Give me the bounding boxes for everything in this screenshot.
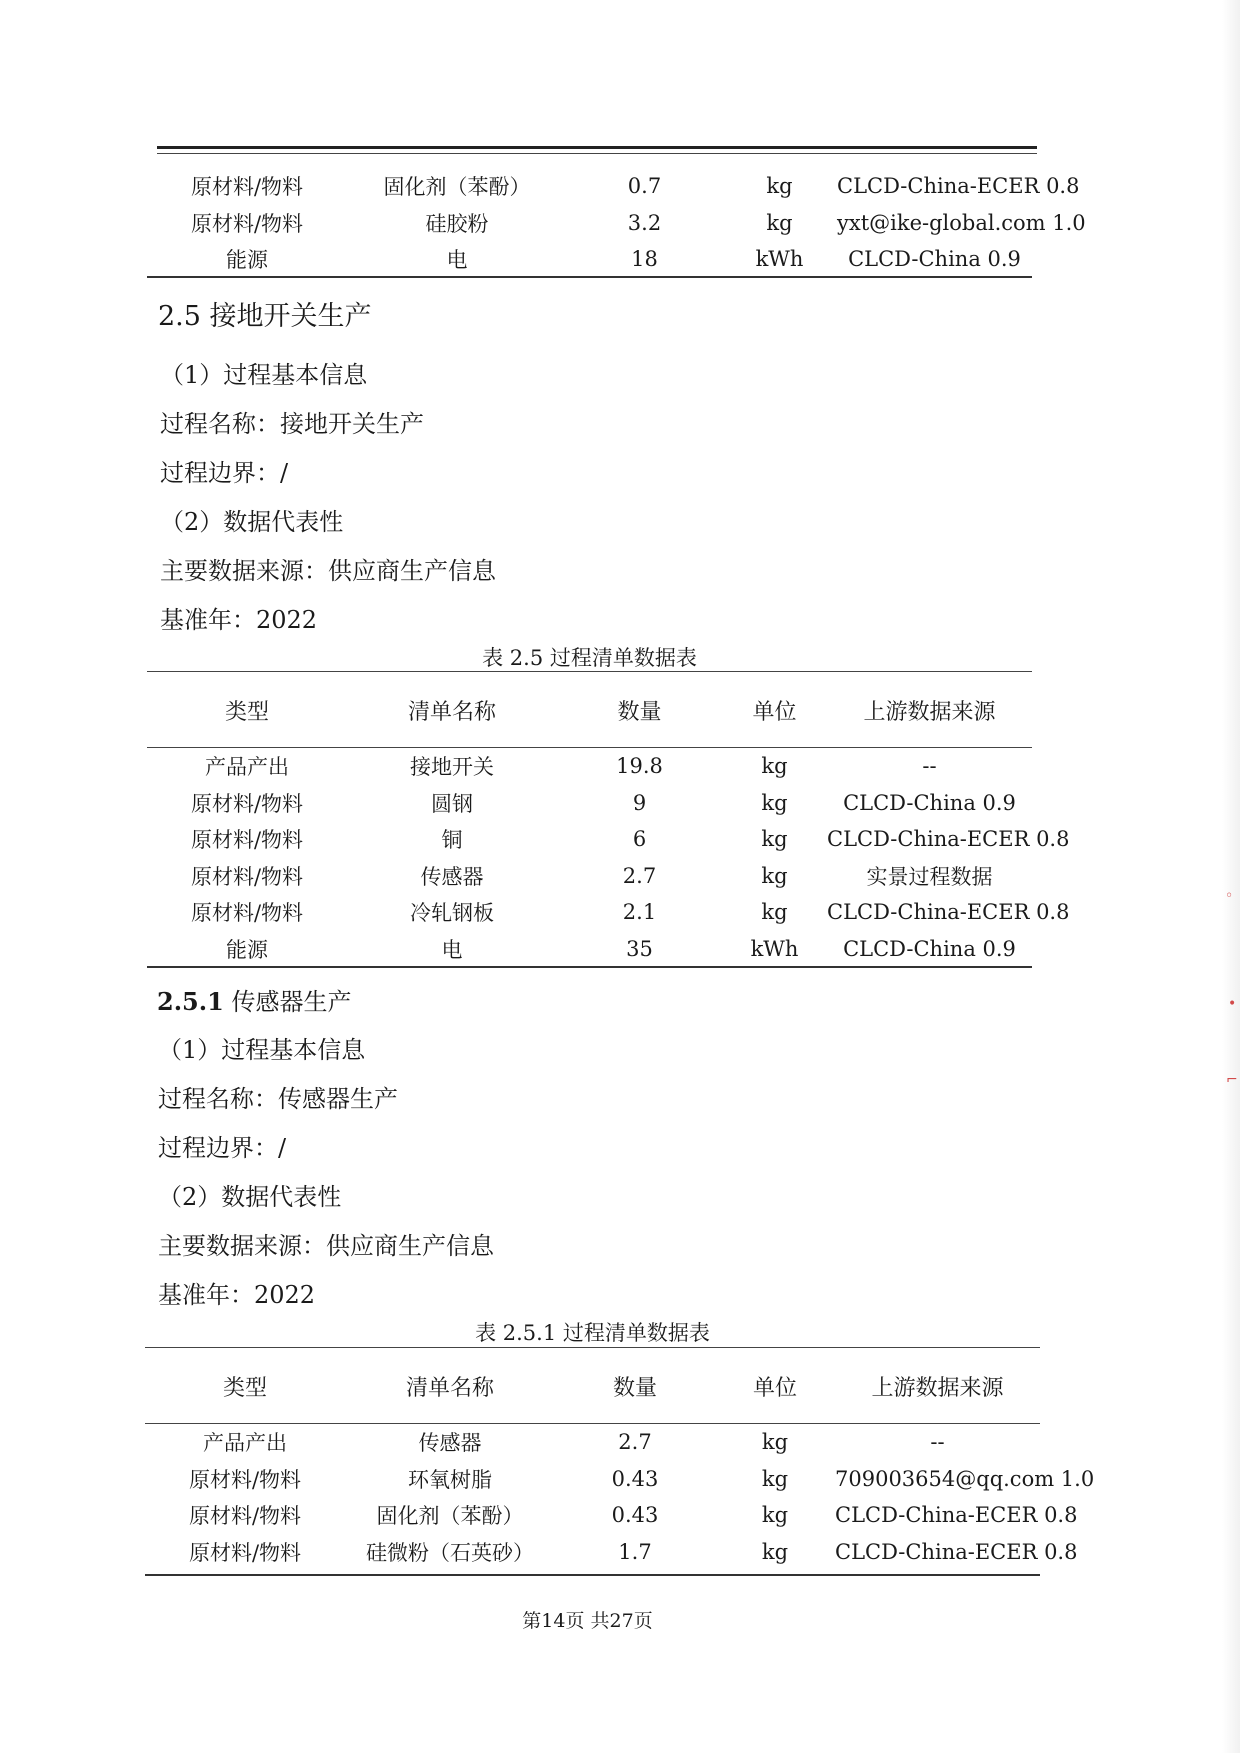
table-top-cell: 能源 [226,248,268,273]
table-2-5-1-cell: -- [930,1430,945,1455]
table-row [147,168,1032,205]
table-header-cell: 清单名称 [405,1375,494,1401]
table-2-5-cell: 实景过程数据 [866,864,993,889]
table-2-5-cell: 铜 [441,828,463,853]
table-2-5-cell: 2.1 [622,900,657,925]
table-2-5-cell: kWh [750,936,799,961]
section-title: 传感器生产 [223,988,352,1016]
page-footer: 第14页 共27页 [522,1610,653,1632]
basic-info-label: （1）过程基本信息 [160,361,368,389]
table-top-cell: kg [766,210,793,235]
table-row [145,1497,1040,1534]
table-2-5-1-caption: 表 2.5.1 过程清单数据表 [475,1321,710,1345]
table-2-5-1-header-rule [145,1423,1040,1424]
table-2-5-1-cell: 产品产出 [203,1431,287,1456]
table-2-5-cell: 原材料/物料 [190,828,304,853]
table-2-5-cell: kg [761,754,788,779]
table-row [147,205,1032,242]
table-2-5-1-cell: 原材料/物料 [188,1540,302,1565]
table-2-5-bottom-rule [147,966,1032,968]
table-top-cell: 0.7 [627,174,662,199]
process-name: 过程名称：接地开关生产 [160,410,424,438]
page-edge-shadow [1222,0,1240,1753]
table-2-5-cell: kg [761,790,788,815]
table-2-5-cell: 接地开关 [410,755,494,780]
table-2-5-cell: 2.7 [622,863,657,888]
table-2-5-1-cell: 0.43 [611,1466,659,1491]
table-row [145,1461,1040,1498]
table-top-continuation [147,168,1086,278]
table-2-5-cell: 圆钢 [431,791,473,816]
base-year: 基准年：2022 [158,1281,316,1309]
table-header-row [145,1348,1040,1424]
table-2-5-cell: kg [761,863,788,888]
table-row [147,748,1032,785]
section-number: 2.5.1 [157,987,224,1016]
table-header-cell: 上游数据来源 [863,699,996,725]
table-row [147,241,1032,278]
table-header-cell: 数量 [612,1375,657,1401]
table-2-5-cell: 冷轧钢板 [410,901,494,926]
table-row [147,785,1032,822]
table-top-cell: 原材料/物料 [190,211,304,236]
process-boundary: 过程边界：/ [158,1134,287,1162]
table-2-5-caption: 表 2.5 过程清单数据表 [482,646,697,670]
table-2-5-1-cell: CLCD-China-ECER 0.8 [835,1539,1078,1564]
table-2-5-cell: kg [761,900,788,925]
table-header-cell: 类型 [224,699,269,725]
table-2-5-cell: 原材料/物料 [190,791,304,816]
table-header-cell: 单位 [752,699,797,725]
table-top-cell: 原材料/物料 [190,175,304,200]
table-2-5-1-cell: kg [761,1539,789,1564]
table-2-5-1 [145,1348,1095,1570]
table-2-5-1-cell: 环氧树脂 [408,1467,492,1492]
table-header-cell: 单位 [752,1375,797,1401]
table-2-5-cell: 9 [632,790,647,815]
table-2-5-cell: 6 [632,827,647,852]
section-heading-2-5-1 [157,982,351,1017]
table-row [147,931,1032,968]
seal-mark: • [1228,996,1237,1012]
table-header-cell: 类型 [222,1375,267,1401]
table-2-5-cell: CLCD-China 0.9 [843,936,1016,961]
table-row [145,1424,1040,1461]
table-2-5-1-cell: 原材料/物料 [188,1504,302,1529]
table-top-cell: 电 [446,248,468,273]
table-top-cell: yxt@ike-global.com 1.0 [837,210,1086,235]
table-2-5-cell: 传感器 [420,864,484,889]
table-2-5-cell: CLCD-China-ECER 0.8 [827,900,1070,925]
table-2-5-cell: 能源 [226,937,268,962]
process-boundary: 过程边界：/ [160,459,289,487]
table-2-5-1-cell: 传感器 [418,1431,482,1456]
table-header-cell: 数量 [617,699,662,725]
table-2-5-1-cell: kg [761,1503,789,1528]
table-2-5-1-cell: CLCD-China-ECER 0.8 [835,1503,1078,1528]
table-top-cell: CLCD-China 0.9 [848,247,1021,272]
table-2-5-cell: 35 [626,936,653,961]
seal-mark: ◦ [1225,888,1234,904]
table-2-5-cell: 电 [441,937,463,962]
table-top-cell: 18 [631,247,658,272]
table-2-5-cell: CLCD-China 0.9 [843,790,1016,815]
table-2-5-cell: 产品产出 [205,755,289,780]
table-2-5-cell: CLCD-China-ECER 0.8 [827,827,1070,852]
table-top-rule-thin [157,153,1037,154]
table-2-5-1-cell: 固化剂（苯酚） [376,1504,524,1529]
table-2-5-1-cell: 0.43 [611,1503,659,1528]
table-row [147,821,1032,858]
table-2-5-1-cell: 原材料/物料 [188,1467,302,1492]
table-2-5-header-rule [147,747,1032,748]
table-row [147,894,1032,931]
main-data-source: 主要数据来源：供应商生产信息 [160,557,496,585]
table-2-5-cell: 原材料/物料 [190,864,304,889]
table-2-5-1-cell: 709003654@qq.com 1.0 [835,1466,1095,1491]
basic-info-label: （1）过程基本信息 [158,1036,366,1064]
section-heading-2-5: 2.5 接地开关生产 [158,301,372,332]
table-top-cell: CLCD-China-ECER 0.8 [837,174,1080,199]
table-2-5-cell: 原材料/物料 [190,901,304,926]
table-2-5-1-cell: kg [761,1466,789,1491]
table-header-row [147,672,1032,748]
table-row [147,858,1032,895]
table-top-bottom-rule [147,276,1032,278]
table-2-5-1-cell: 1.7 [618,1539,652,1564]
table-2-5-cell: -- [922,754,937,779]
table-2-5-cell: kg [761,827,788,852]
table-top-cell: kg [766,174,793,199]
table-header-cell: 上游数据来源 [871,1375,1004,1401]
table-row [145,1534,1040,1571]
table-2-5-1-bottom-rule [145,1574,1040,1576]
table-top-cell: kWh [755,247,804,272]
table-2-5-1-cell: kg [761,1430,789,1455]
data-representativeness-label: （2）数据代表性 [158,1183,342,1211]
table-2-5-1-cell: 2.7 [618,1430,652,1455]
table-header-cell: 清单名称 [407,699,496,725]
main-data-source: 主要数据来源：供应商生产信息 [158,1232,494,1260]
table-top-cell: 固化剂（苯酚） [383,175,531,200]
process-name: 过程名称：传感器生产 [158,1085,398,1113]
table-top-cell: 3.2 [627,210,662,235]
table-2-5 [147,672,1070,967]
table-2-5-1-cell: 硅微粉（石英砂） [366,1540,534,1565]
table-2-5-cell: 19.8 [616,754,663,779]
base-year: 基准年：2022 [160,606,318,634]
table-top-cell: 硅胶粉 [425,211,489,236]
data-representativeness-label: （2）数据代表性 [160,508,344,536]
table-top-rule-thick [157,146,1037,149]
seal-mark: ⌐ [1226,1072,1238,1088]
